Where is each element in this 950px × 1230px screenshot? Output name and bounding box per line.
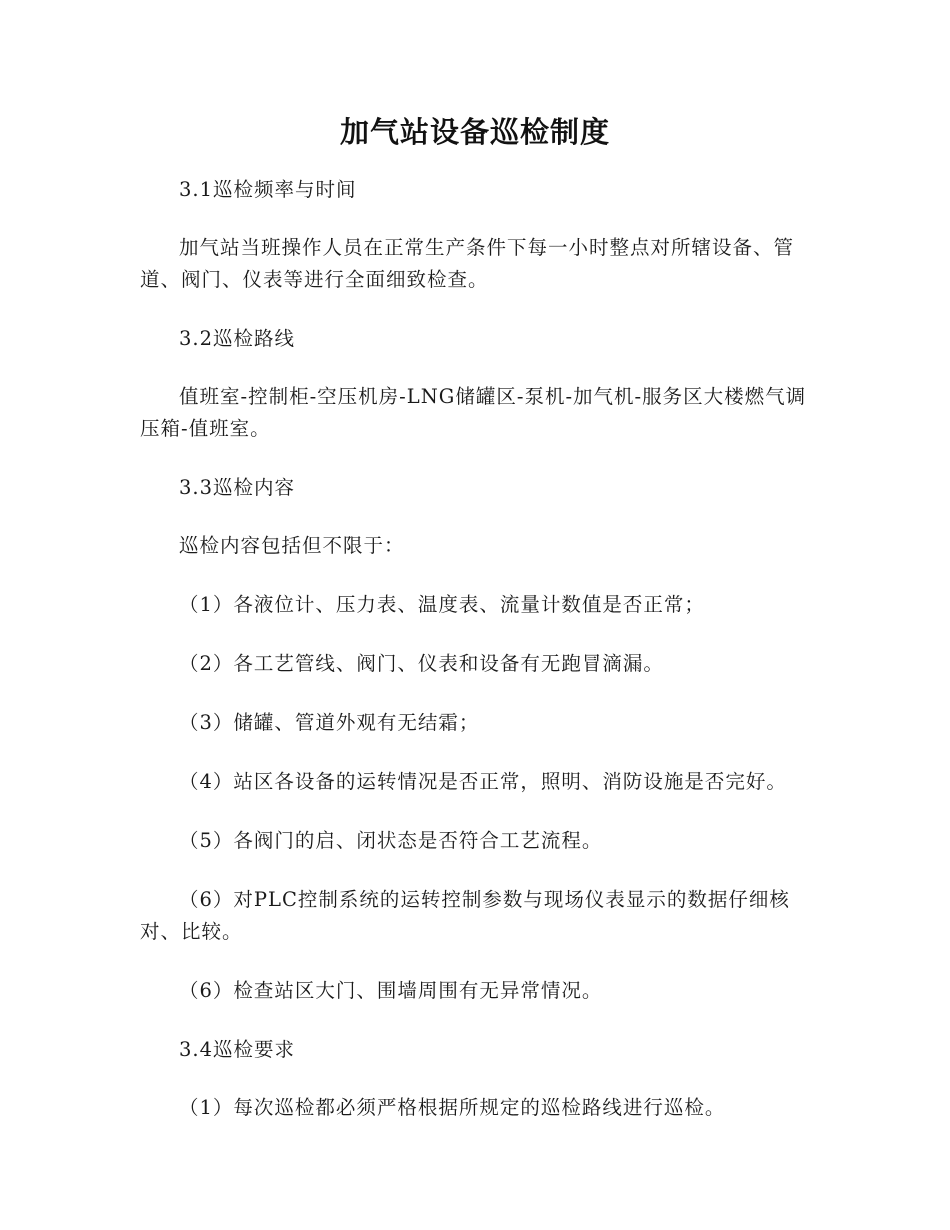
section-heading-3-1: 3.1巡检频率与时间 <box>179 178 357 201</box>
list-item-3: （3）储罐、管道外观有无结霜； <box>179 711 480 734</box>
list-item-6: （6）对PLC控制系统的运转控制参数与现场仪表显示的数据仔细核对、比较。 <box>140 888 790 943</box>
document-title: 加气站设备巡检制度 <box>339 115 610 149</box>
paragraph-frequency: 加气站当班操作人员在正常生产条件下每一小时整点对所辖设备、管道、阀门、仪表等进行全面细致检查。 <box>140 236 795 291</box>
list-item-2: （2）各工艺管线、阀门、仪表和设备有无跑冒滴漏。 <box>179 652 664 675</box>
list-item-5: （5）各阀门的启、闭状态是否符合工艺流程。 <box>179 829 603 852</box>
section-heading-3-3: 3.3巡检内容 <box>179 476 296 499</box>
list-item-1: （1）各液位计、压力表、温度表、流量计数值是否正常； <box>179 593 705 616</box>
section-heading-3-2: 3.2巡检路线 <box>179 327 296 350</box>
list-item-6b: （6）检查站区大门、围墙周围有无异常情况。 <box>179 979 603 1002</box>
requirement-item-1: （1）每次巡检都必须严格根据所规定的巡检路线进行巡检。 <box>179 1096 726 1119</box>
paragraph-content-intro: 巡检内容包括但不限于： <box>179 534 405 557</box>
section-heading-3-4: 3.4巡检要求 <box>179 1038 296 1061</box>
paragraph-route: 值班室-控制柜-空压机房-LNG储罐区-泵机-加气机-服务区大楼燃气调压箱-值班室。 <box>140 385 807 440</box>
list-item-4: （4）站区各设备的运转情况是否正常，照明、消防设施是否完好。 <box>179 770 787 793</box>
